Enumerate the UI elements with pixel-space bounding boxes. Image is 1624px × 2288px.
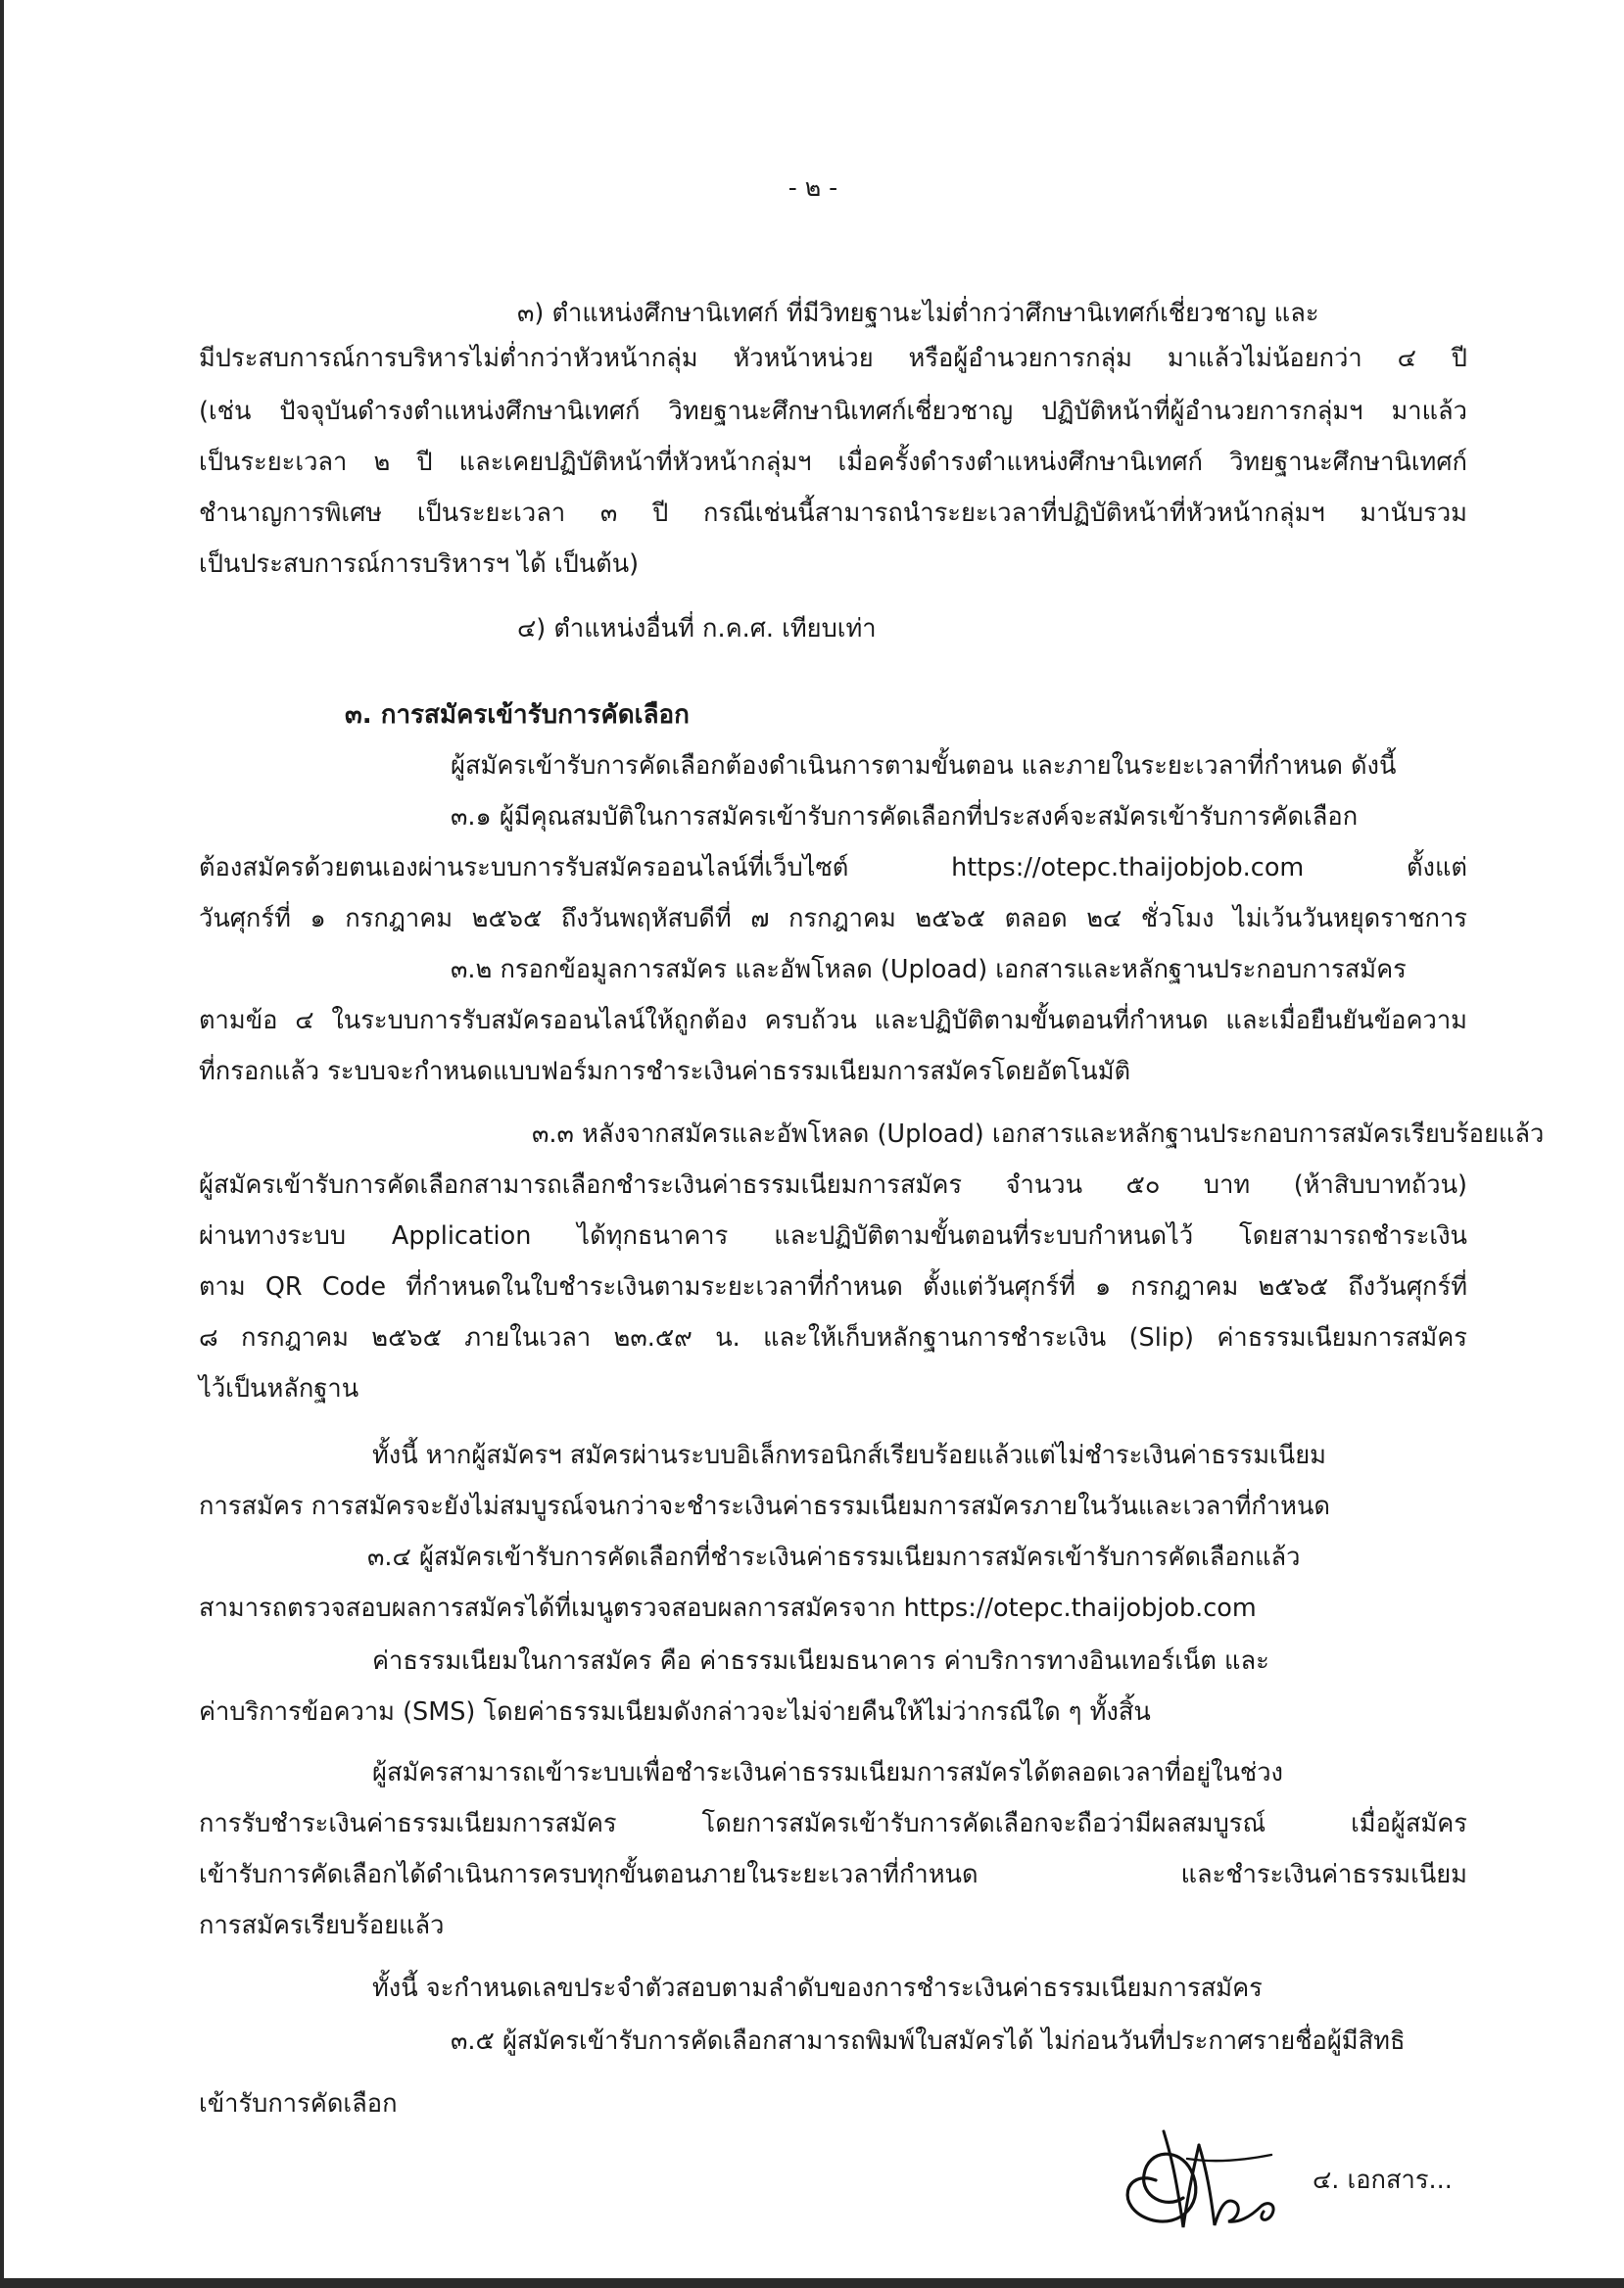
paragraph-line: ตามข้อ ๔ ในระบบการรับสมัครออนไลน์ให้ถูกต้อง ครบถ้วน และปฏิบัติตามขั้นตอนที่กำหนด และเมื่อยืนยันข้อความ [199,1006,1467,1035]
paragraph-line: ต้องสมัครด้วยตนเองผ่านระบบการรับสมัครออนไลน์ที่เว็บไซต์ https://otepc.thaijobjob.com ตั้งแต่ [199,853,1467,882]
paragraph-line: ๓.๕ ผู้สมัครเข้ารับการคัดเลือกสามารถพิมพ์ใบสมัครได้ ไม่ก่อนวันที่ประกาศรายชื่อผู้มีสิทธิ [451,2026,1406,2056]
paragraph-line: ตาม QR Code ที่กำหนดในใบชำระเงินตามระยะเวลาที่กำหนด ตั้งแต่วันศุกร์ที่ ๑ กรกฎาคม ๒๕๖๕ ถึงวันศุกร์ที่ [199,1272,1467,1302]
paragraph-line: เป็นระยะเวลา ๒ ปี และเคยปฏิบัติหน้าที่หัวหน้ากลุ่มฯ เมื่อครั้งดำรงตำแหน่งศึกษานิเทศก์ วิทยฐานะศึกษานิเทศก์ [199,448,1467,477]
paragraph-line: ๔) ตำแหน่งอื่นที่ ก.ค.ศ. เทียบเท่า [517,614,877,644]
paragraph-line: การสมัครเรียบร้อยแล้ว [199,1911,445,1940]
paragraph-line: ผู้สมัครเข้ารับการคัดเลือกต้องดำเนินการตามขั้นตอน และภายในระยะเวลาที่กำหนด ดังนี้ [451,751,1397,781]
paragraph-line: ที่กรอกแล้ว ระบบจะกำหนดแบบฟอร์มการชำระเงินค่าธรรมเนียมการสมัครโดยอัตโนมัติ [199,1057,1131,1086]
paragraph-line: เข้ารับการคัดเลือกได้ดำเนินการครบทุกขั้นตอนภายในระยะเวลาที่กำหนด และชำระเงินค่าธรรมเนียม [199,1860,1467,1889]
paragraph-line: ทั้งนี้ หากผู้สมัครฯ สมัครผ่านระบบอิเล็กทรอนิกส์เรียบร้อยแล้วแต่ไม่ชำระเงินค่าธรรมเนียม [372,1441,1326,1470]
paragraph-line: การสมัคร การสมัครจะยังไม่สมบูรณ์จนกว่าจะชำระเงินค่าธรรมเนียมการสมัครภายในวันและเวลาที่กำหนด [199,1492,1330,1521]
page-number: - ๒ - [788,173,838,202]
paragraph-line: เข้ารับการคัดเลือก [199,2089,398,2119]
paragraph-line: ไว้เป็นหลักฐาน [199,1374,359,1404]
paragraph-line: ค่าบริการข้อความ (SMS) โดยค่าธรรมเนียมดังกล่าวจะไม่จ่ายคืนให้ไม่ว่ากรณีใด ๆ ทั้งสิ้น [199,1697,1151,1727]
paragraph-line: (เช่น ปัจจุบันดำรงตำแหน่งศึกษานิเทศก์ วิทยฐานะศึกษานิเทศก์เชี่ยวชาญ ปฏิบัติหน้าที่ผู้อำนวยการกลุ่มฯ มาแล้ว [199,397,1467,426]
paragraph-line: เป็นประสบการณ์การบริหารฯ ได้ เป็นต้น) [199,549,640,579]
scan-edge-left [0,0,4,2288]
section-heading: ๓. การสมัครเข้ารับการคัดเลือก [345,700,690,730]
paragraph-line: ๓) ตำแหน่งศึกษานิเทศก์ ที่มีวิทยฐานะไม่ต่ำกว่าศึกษานิเทศก์เชี่ยวชาญ และ [517,299,1319,328]
signature [1105,2112,1291,2237]
paragraph-line: ๘ กรกฎาคม ๒๕๖๕ ภายในเวลา ๒๓.๕๙ น. และให้เก็บหลักฐานการชำระเงิน (Slip) ค่าธรรมเนียมการสมัคร [199,1323,1467,1353]
paragraph-line: ค่าธรรมเนียมในการสมัคร คือ ค่าธรรมเนียมธนาคาร ค่าบริการทางอินเทอร์เน็ต และ [372,1646,1269,1676]
paragraph-line: ๓.๑ ผู้มีคุณสมบัติในการสมัครเข้ารับการคัดเลือกที่ประสงค์จะสมัครเข้ารับการคัดเลือก [451,802,1359,832]
paragraph-line: มีประสบการณ์การบริหารไม่ต่ำกว่าหัวหน้ากลุ่ม หัวหน้าหน่วย หรือผู้อำนวยการกลุ่ม มาแล้วไม่น้อยกว่า ๔ ปี [199,344,1467,373]
paragraph-line: วันศุกร์ที่ ๑ กรกฎาคม ๒๕๖๕ ถึงวันพฤหัสบดีที่ ๗ กรกฎาคม ๒๕๖๕ ตลอด ๒๔ ชั่วโมง ไม่เว้นวันหยุดราชการ [199,904,1467,933]
paragraph-line: ๓.๒ กรอกข้อมูลการสมัคร และอัพโหลด (Upload) เอกสารและหลักฐานประกอบการสมัคร [451,955,1407,984]
scan-edge-bottom [0,2278,1624,2288]
paragraph-line: สามารถตรวจสอบผลการสมัครได้ที่เมนูตรวจสอบผลการสมัครจาก https://otepc.thaijobjob.com [199,1594,1257,1623]
paragraph-line: ผู้สมัครสามารถเข้าระบบเพื่อชำระเงินค่าธรรมเนียมการสมัครได้ตลอดเวลาที่อยู่ในช่วง [372,1758,1283,1788]
paragraph-line: ทั้งนี้ จะกำหนดเลขประจำตัวสอบตามลำดับของการชำระเงินค่าธรรมเนียมการสมัคร [372,1974,1263,2003]
paragraph-line: ผ่านทางระบบ Application ได้ทุกธนาคาร และปฏิบัติตามขั้นตอนที่ระบบกำหนดไว้ โดยสามารถชำระเงิน [199,1221,1467,1251]
continuation-footer: ๔. เอกสาร... [1313,2166,1453,2195]
paragraph-line: ชำนาญการพิเศษ เป็นระยะเวลา ๓ ปี กรณีเช่นนี้สามารถนำระยะเวลาที่ปฏิบัติหน้าที่หัวหน้ากลุ่มฯ มานับรวม [199,499,1467,528]
paragraph-line: ๓.๔ ผู้สมัครเข้ารับการคัดเลือกที่ชำระเงินค่าธรรมเนียมการสมัครเข้ารับการคัดเลือกแล้ว [367,1543,1301,1572]
paragraph-line: การรับชำระเงินค่าธรรมเนียมการสมัคร โดยการสมัครเข้ารับการคัดเลือกจะถือว่ามีผลสมบูรณ์ เมื่อผู้สมัคร [199,1809,1467,1838]
paragraph-line: ผู้สมัครเข้ารับการคัดเลือกสามารถเลือกชำระเงินค่าธรรมเนียมการสมัคร จำนวน ๕๐ บาท (ห้าสิบบาทถ้วน) [199,1170,1467,1200]
paragraph-line: ๓.๓ หลังจากสมัครและอัพโหลด (Upload) เอกสารและหลักฐานประกอบการสมัครเรียบร้อยแล้ว [532,1120,1545,1149]
